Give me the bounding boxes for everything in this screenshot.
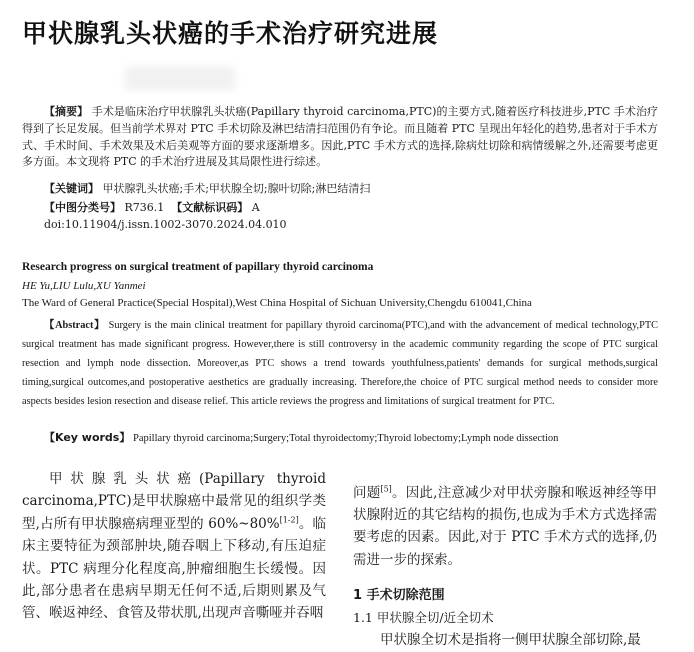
cn-abstract-text: 手术是临床治疗甲状腺乳头状癌(Papillary thyroid carcinoma,PTC)的主要方式,随着医疗科技进步,PTC 手术治疗得到了长足发展。但当前学术界对 PTC 手术切除及淋巴结清扫范围仍有争论。而且随着 PTC 呈现出年轻化的趋势,患者对于手术方式、手术时间、手术效果及术后美观等方面的要求逐渐增多。因此,PTC 手术方式的选择,除病灶切除和病情缓解之外,还需要考虑更多方面。本文现将 PTC 的手术治疗进展及其局限性进行综述。 — [22, 105, 659, 169]
cn-keywords-label: 【关键词】 — [44, 182, 99, 195]
body-left-text-a: 甲状腺乳头状癌(Papillary thyroid carcinoma,PTC)是甲状腺癌中最常见的组织学类型,占所有甲状腺癌病理亚型的 60%~80% — [22, 471, 326, 532]
section-heading-1: 1 手术切除范围 — [353, 587, 445, 603]
en-keywords-label: 【Key words】 — [44, 431, 131, 444]
en-affiliation: The Ward of General Practice(Special Hospital),West China Hospital of Sichuan University,Chengdu 610041,China — [22, 297, 532, 309]
body-left-column — [22, 468, 326, 625]
author-smudge — [125, 66, 235, 90]
cn-classification — [44, 199, 260, 215]
en-abstract-label: 【Abstract】 — [44, 320, 106, 331]
citation-5: [5] — [380, 484, 392, 493]
cn-doc-label: 【文献标识码】 — [171, 201, 249, 214]
en-keywords-text: Papillary thyroid carcinoma;Surgery;Total thyroidectomy;Thyroid lobectomy;Lymph node dissection — [132, 433, 559, 444]
en-title: Research progress on surgical treatment of papillary thyroid carcinoma — [22, 261, 374, 273]
body-right-text-a: 问题 — [353, 484, 381, 501]
en-authors: HE Yu,LIU Lulu,XU Yanmei — [22, 280, 146, 292]
page-title: 甲状腺乳头状癌的手术治疗研究进展 — [22, 19, 439, 48]
cn-clc-label: 【中图分类号】 — [44, 201, 121, 214]
body-right-column — [353, 468, 657, 652]
body-right-text-b: 。因此,注意减少对甲状旁腺和喉返神经等甲状腺附近的其它结构的损伤,也成为手术方式选择需要考虑的因素。因此,对于 PTC 手术方式的选择,仍需进一步的探索。 — [353, 484, 658, 568]
body-left-text-b: 。临床主要特征为颈部肿块,随吞咽上下移动,有压迫症状。PTC 病理分化程度高,肿瘤细胞生长缓慢。因此,部分患者在患病早期无任何不适,后期则累及气管、喉返神经、食管及带状肌,出现声音嘶哑并吞咽 — [22, 515, 327, 622]
cn-keywords-text: 甲状腺乳头状癌;手术;甲状腺全切;腺叶切除;淋巴结清扫 — [102, 182, 371, 195]
cn-doi: doi:10.11904/j.issn.1002-3070.2024.04.010 — [44, 218, 287, 231]
body-right-text-c: 甲状腺全切术是指将一侧甲状腺全部切除,最 — [380, 632, 641, 649]
cn-keywords — [44, 180, 370, 196]
en-abstract-text: Surgery is the main clinical treatment for papillary thyroid carcinoma(PTC),and with the advancement of medical technology,PTC surgical treatment has made significant progress. However,there is still controversy in the academic community regarding the scope of PTC surgical resection and lymph node dissection. Moreover,as PTC shows a trend towards youthfulness,patients' demands for surgical methods,surgical timing,surgical outcomes,and postoperative aesthetics are gradually increasing. Therefore,the choice of PTC surgical method needs to consider more aspects besides lesion resection and disease relief. This article reviews the progress and limitations of surgical treatment for PTC. — [22, 320, 659, 407]
en-keywords — [44, 429, 558, 445]
cn-abstract — [22, 104, 658, 171]
en-abstract — [22, 316, 658, 411]
cn-doc-value: A — [251, 201, 260, 214]
citation-1-2: [1-2] — [279, 515, 299, 525]
cn-abstract-label: 【摘要】 — [44, 105, 89, 118]
body-paragraph — [353, 482, 657, 572]
cn-clc-value: R736.1 — [124, 201, 165, 214]
body-paragraph — [22, 468, 326, 625]
subsection-heading-1-1: 1.1 甲状腺全切/近全切术 — [353, 610, 494, 626]
